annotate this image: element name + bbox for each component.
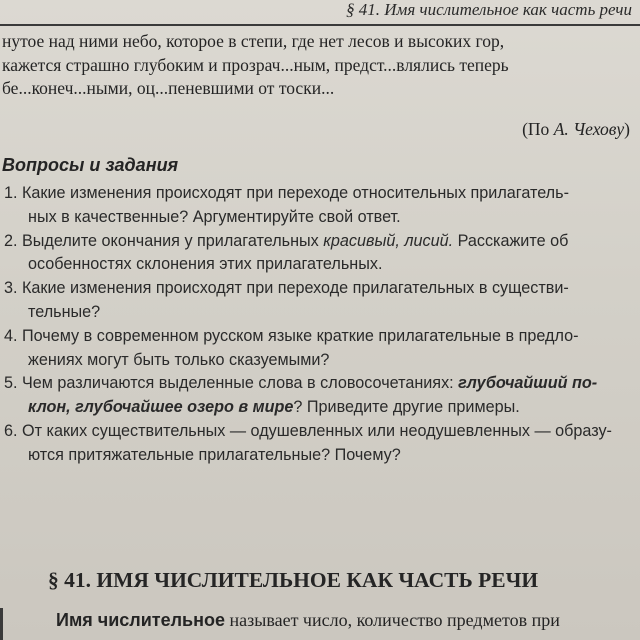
- excerpt-line: нутое над ними небо, которое в степи, где нет лесов и высоких гор,: [2, 31, 505, 51]
- attribution-suffix: ): [624, 119, 630, 139]
- question-line: тельные?: [28, 302, 101, 321]
- question-line: особенностях склонения этих прилагательных.: [28, 255, 383, 274]
- question-text: 2. Выделите окончания у прилагательных: [4, 231, 324, 250]
- question-highlighted-words: глубочайший по-: [458, 374, 598, 393]
- question-item: [4, 372, 634, 420]
- question-item: [4, 182, 634, 230]
- excerpt-text: [2, 30, 634, 101]
- attribution: [522, 118, 630, 140]
- intro-paragraph: [56, 608, 560, 632]
- excerpt-line: кажется страшно глубоким и прозрач...ным, предст...влялись теперь: [2, 54, 509, 75]
- excerpt-line: бе...конеч...ными, оц...пеневшими от тоски...: [2, 78, 335, 98]
- question-line: [4, 396, 634, 420]
- question-line: ются притяжательные прилагательные? Почему?: [28, 445, 401, 464]
- question-highlighted-words: клон, глубочайшее озеро в мире: [28, 398, 294, 417]
- bleed-through-texture: [140, 460, 640, 570]
- question-line: [4, 372, 634, 396]
- defined-term: Имя числительное: [56, 610, 225, 630]
- question-line: ных в качественные? Аргументируйте свой ответ.: [28, 207, 401, 226]
- question-line: 6. От каких существительных — одушевленных или неодушевленных — образу-: [4, 421, 612, 440]
- question-text: 5. Чем различаются выделенные слова в словосочетаниях:: [4, 374, 459, 393]
- questions-heading: Вопросы и задания: [2, 155, 179, 175]
- questions-list: [4, 182, 634, 468]
- header-rule: [0, 24, 640, 26]
- question-text: Расскажите об: [453, 231, 569, 250]
- attribution-author: А. Чехову: [553, 119, 625, 139]
- question-line: 1. Какие изменения происходят при переходе относительных прилагатель-: [4, 184, 569, 202]
- question-line: 4. Почему в современном русском языке краткие прилагательные в предло-: [4, 326, 579, 345]
- attribution-prefix: (По: [522, 119, 554, 139]
- question-text: ? Приведите другие примеры.: [293, 398, 520, 417]
- question-example-words: красивый, лисий.: [323, 231, 454, 250]
- question-line: [4, 230, 634, 254]
- question-item: [4, 325, 634, 373]
- intro-paragraph-text: называет число, количество предметов при: [225, 610, 560, 630]
- question-line: жениях могут быть только сказуемыми?: [28, 350, 330, 369]
- chapter-title: § 41. ИМЯ ЧИСЛИТЕЛЬНОЕ КАК ЧАСТЬ РЕЧИ: [48, 568, 539, 592]
- question-line: 3. Какие изменения происходят при переходе прилагательных в существи-: [4, 279, 569, 298]
- running-head: § 41. Имя числительное как часть речи: [346, 0, 632, 19]
- margin-bar: [0, 608, 3, 640]
- question-item: [4, 277, 634, 325]
- question-item: [4, 230, 634, 278]
